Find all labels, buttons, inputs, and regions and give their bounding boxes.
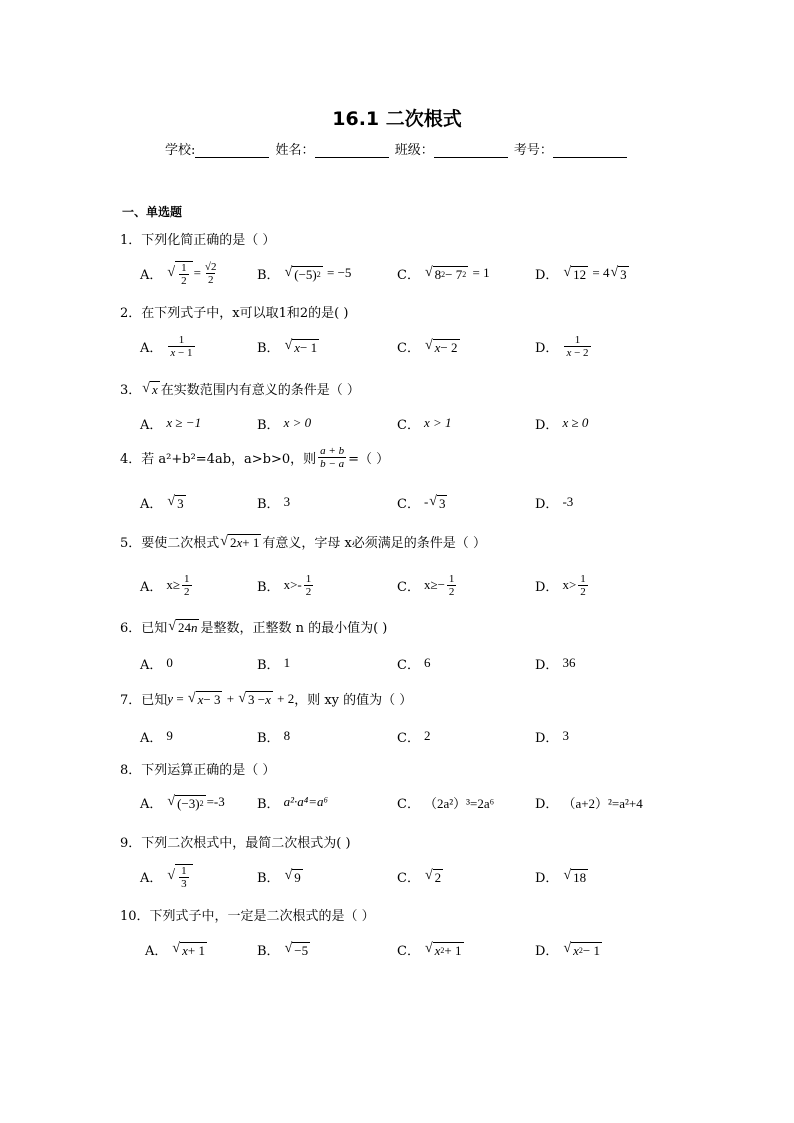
question-10: 10．下列式子中，一定是二次根式的是（ ）: [120, 909, 375, 924]
option-7b[interactable]: B． 8: [257, 728, 291, 746]
option-9a[interactable]: A． √ $\frac{1}{3}$: [140, 859, 194, 893]
option-8a[interactable]: A． √ (−3) 2 =-3: [140, 794, 225, 812]
option-3d[interactable]: D． x ≥ 0: [535, 415, 589, 433]
option-6d[interactable]: D． 36: [535, 655, 576, 673]
option-6b[interactable]: B． 1: [257, 655, 291, 673]
options-2: [140, 329, 660, 363]
question-7: 7．已知 y = √ x − 3 + √ 3 − x + 2 ，则 xy 的值为（ ）: [120, 690, 413, 708]
option-4d[interactable]: D． -3: [535, 494, 574, 512]
option-5a[interactable]: A． x≥ $\frac{1}{2}$: [140, 572, 190, 598]
school-blank[interactable]: [195, 145, 269, 158]
option-1c[interactable]: C． √ 8 2 − 7 2 = 1: [397, 265, 490, 283]
option-6a[interactable]: A． 0: [140, 655, 173, 673]
section-heading: 一、单选题: [122, 205, 183, 219]
question-4: 4．若 a²+b²=4ab，a>b>0，则 $\frac{a + b}{b - a}$ =（ ）: [120, 445, 390, 470]
option-8b[interactable]: B． a²·a⁴=a⁶: [257, 794, 329, 812]
option-3c[interactable]: C． x > 1: [397, 415, 452, 433]
question-5: 5．要使二次根式 √ 2 x + 1 有意义，字母 x必须满足的条件是（ ）: [120, 533, 486, 551]
student-info-line: [165, 139, 629, 158]
option-7d[interactable]: D． 3: [535, 728, 569, 746]
option-5c[interactable]: C． x≥− $\frac{1}{2}$: [397, 572, 455, 598]
option-6c[interactable]: C． 6: [397, 655, 431, 673]
option-1a[interactable]: A． √ $\frac{1}{2}$ = $\frac{√2}{2}$: [140, 260, 217, 287]
school-label: 学校:: [165, 143, 196, 158]
options-1: [140, 256, 660, 290]
option-3a[interactable]: A． x ≥ −1: [140, 415, 202, 433]
options-9: [140, 859, 660, 893]
option-2d[interactable]: D． $\frac{1}{x - 2}$: [535, 333, 589, 359]
options-8: [140, 785, 660, 819]
exam-number-blank[interactable]: [553, 145, 627, 158]
page-title: 16.1 二次根式: [332, 108, 462, 130]
option-2a[interactable]: A． $\frac{1}{x - 1}$: [140, 333, 193, 359]
option-4b[interactable]: B． 3: [257, 494, 291, 512]
class-blank[interactable]: [434, 145, 508, 158]
question-3: 3． √ x 在实数范围内有意义的条件是（ ）: [120, 380, 360, 398]
options-3: [140, 406, 660, 440]
option-2b[interactable]: B． √ x − 1: [257, 338, 318, 356]
options-6: [140, 646, 660, 680]
option-4c[interactable]: C． - √ 3: [397, 494, 446, 512]
option-10b[interactable]: B． √ −5: [257, 941, 309, 959]
question-9: 9．下列二次根式中，最简二次根式为( ): [120, 836, 351, 851]
option-3b[interactable]: B． x > 0: [257, 415, 312, 433]
name-label: 姓名：: [275, 143, 315, 158]
option-10d[interactable]: D． √ x 2 − 1: [535, 941, 600, 959]
option-9c[interactable]: C． √ 2: [397, 868, 442, 886]
option-5d[interactable]: D． x> $\frac{1}{2}$: [535, 572, 586, 598]
class-label: 班级：: [394, 143, 434, 158]
option-8c[interactable]: C． （2a²）³=2a⁶: [397, 795, 495, 812]
option-1b[interactable]: B． √ (−5) 2 = −5: [257, 265, 352, 283]
question-1: 1．下列化简正确的是（ ）: [120, 233, 276, 248]
question-6: 6．已知 √ 24 n 是整数，正整数 n 的最小值为( ): [120, 618, 388, 636]
option-5b[interactable]: B． x>- $\frac{1}{2}$: [257, 572, 312, 598]
option-7a[interactable]: A． 9: [140, 728, 173, 746]
name-blank[interactable]: [315, 145, 389, 158]
options-10: [145, 932, 665, 966]
options-4: [140, 485, 660, 519]
options-5: [140, 568, 660, 602]
option-7c[interactable]: C． 2: [397, 728, 431, 746]
question-8: 8．下列运算正确的是（ ）: [120, 763, 276, 778]
exam-number-label: 考号：: [513, 143, 553, 158]
options-7: [140, 719, 660, 753]
question-2: 2．在下列式子中，x可以取1和2的是( ): [120, 306, 349, 321]
option-10c[interactable]: C． √ x 2 + 1: [397, 941, 462, 959]
option-9d[interactable]: D． √ 18: [535, 868, 587, 886]
option-1d[interactable]: D． √ 12 = 4 √ 3: [535, 265, 627, 283]
option-10a[interactable]: A． √ x + 1: [145, 941, 205, 959]
option-4a[interactable]: A． √ 3: [140, 494, 184, 512]
option-8d[interactable]: D． （a+2）²=a²+4: [535, 795, 643, 812]
option-9b[interactable]: B． √ 9: [257, 868, 301, 886]
option-2c[interactable]: C． √ x − 2: [397, 338, 458, 356]
